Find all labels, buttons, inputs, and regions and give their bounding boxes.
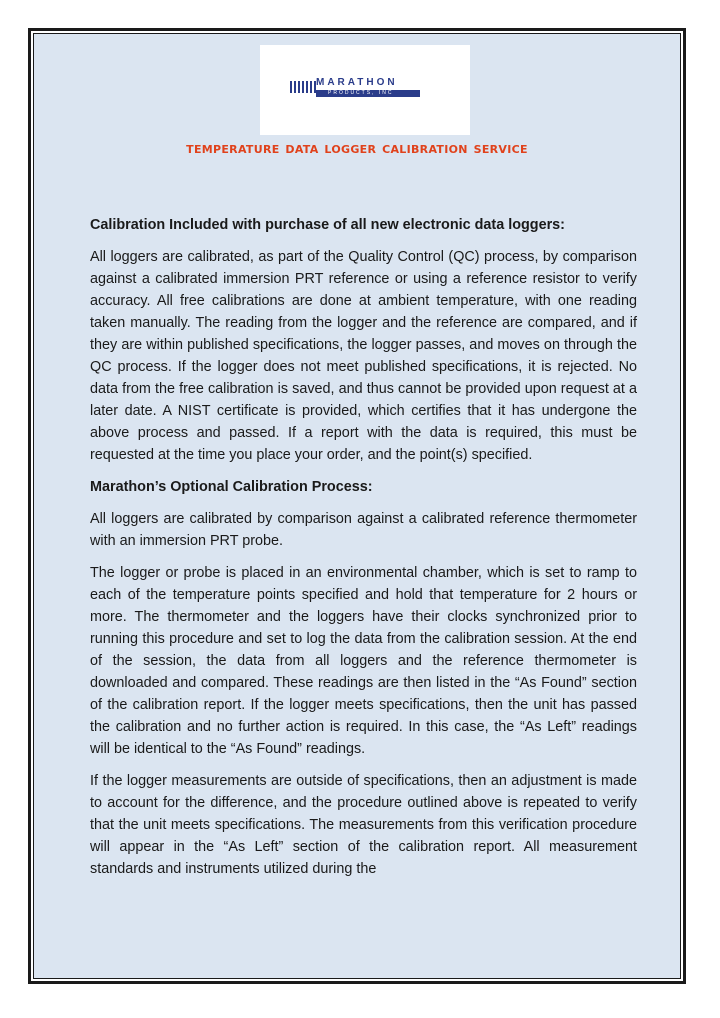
company-logo (260, 45, 470, 135)
paragraph-optional-3: If the logger measurements are outside of specifications, then an adjustment is made to account for the difference, and the procedure outlined above is repeated to verify that the unit meets specifications. The measurements from this verification procedure will appear in the “As Left” section of the calibration report. All measurement standards and instruments utilized during the (90, 773, 637, 877)
paragraph-included: All loggers are calibrated, as part of the Quality Control (QC) process, by comparison against a calibrated immersion PRT reference or using a reference resistor to verify accuracy. All free calibrations are done at ambient temperature, with one reading taken manually. The reading from the logger and the reference are compared, and if they are within published specifications, the logger passes, and moves on through the QC process. If the logger does not meet published specifications, it is rejected. No data from the free calibration is saved, and thus cannot be provided upon request at a later date. A NIST certificate is provided, which certifies that it has undergone the above process and passed. If a report with the data is required, this must be requested at the time you place your order, and the point(s) specified. (90, 249, 637, 463)
paragraph-optional-2: The logger or probe is placed in an environmental chamber, which is set to ramp to each of the temperature points specified and hold that temperature for 2 hours or more. The thermometer and the loggers have their clocks synchronized prior to running this procedure and set to log the data from the calibration session. At the end of the session, the data from all loggers and the reference thermometer is downloaded and compared. These readings are then listed in the “As Found” section of the calibration report. If the logger meets specifications, then the unit has passed the calibration and no further action is required. In this case, the “As Left” readings will be identical to the “As Found” readings. (90, 565, 637, 757)
logo-bars-icon (290, 81, 316, 93)
logo-wordmark: MARATHON (316, 77, 398, 88)
page-border (28, 28, 686, 984)
document-title: temperature data logger calibration service (186, 138, 528, 157)
paragraph-optional-1: All loggers are calibrated by comparison against a calibrated reference thermometer with an immersion PRT probe. (90, 511, 637, 549)
logo-subline: PRODUCTS, INC (316, 90, 420, 97)
page (33, 33, 681, 979)
section-heading-optional: Marathon’s Optional Calibration Process: (90, 479, 373, 495)
document-body (90, 214, 637, 890)
section-heading-included: Calibration Included with purchase of all new electronic data loggers: (90, 217, 565, 233)
